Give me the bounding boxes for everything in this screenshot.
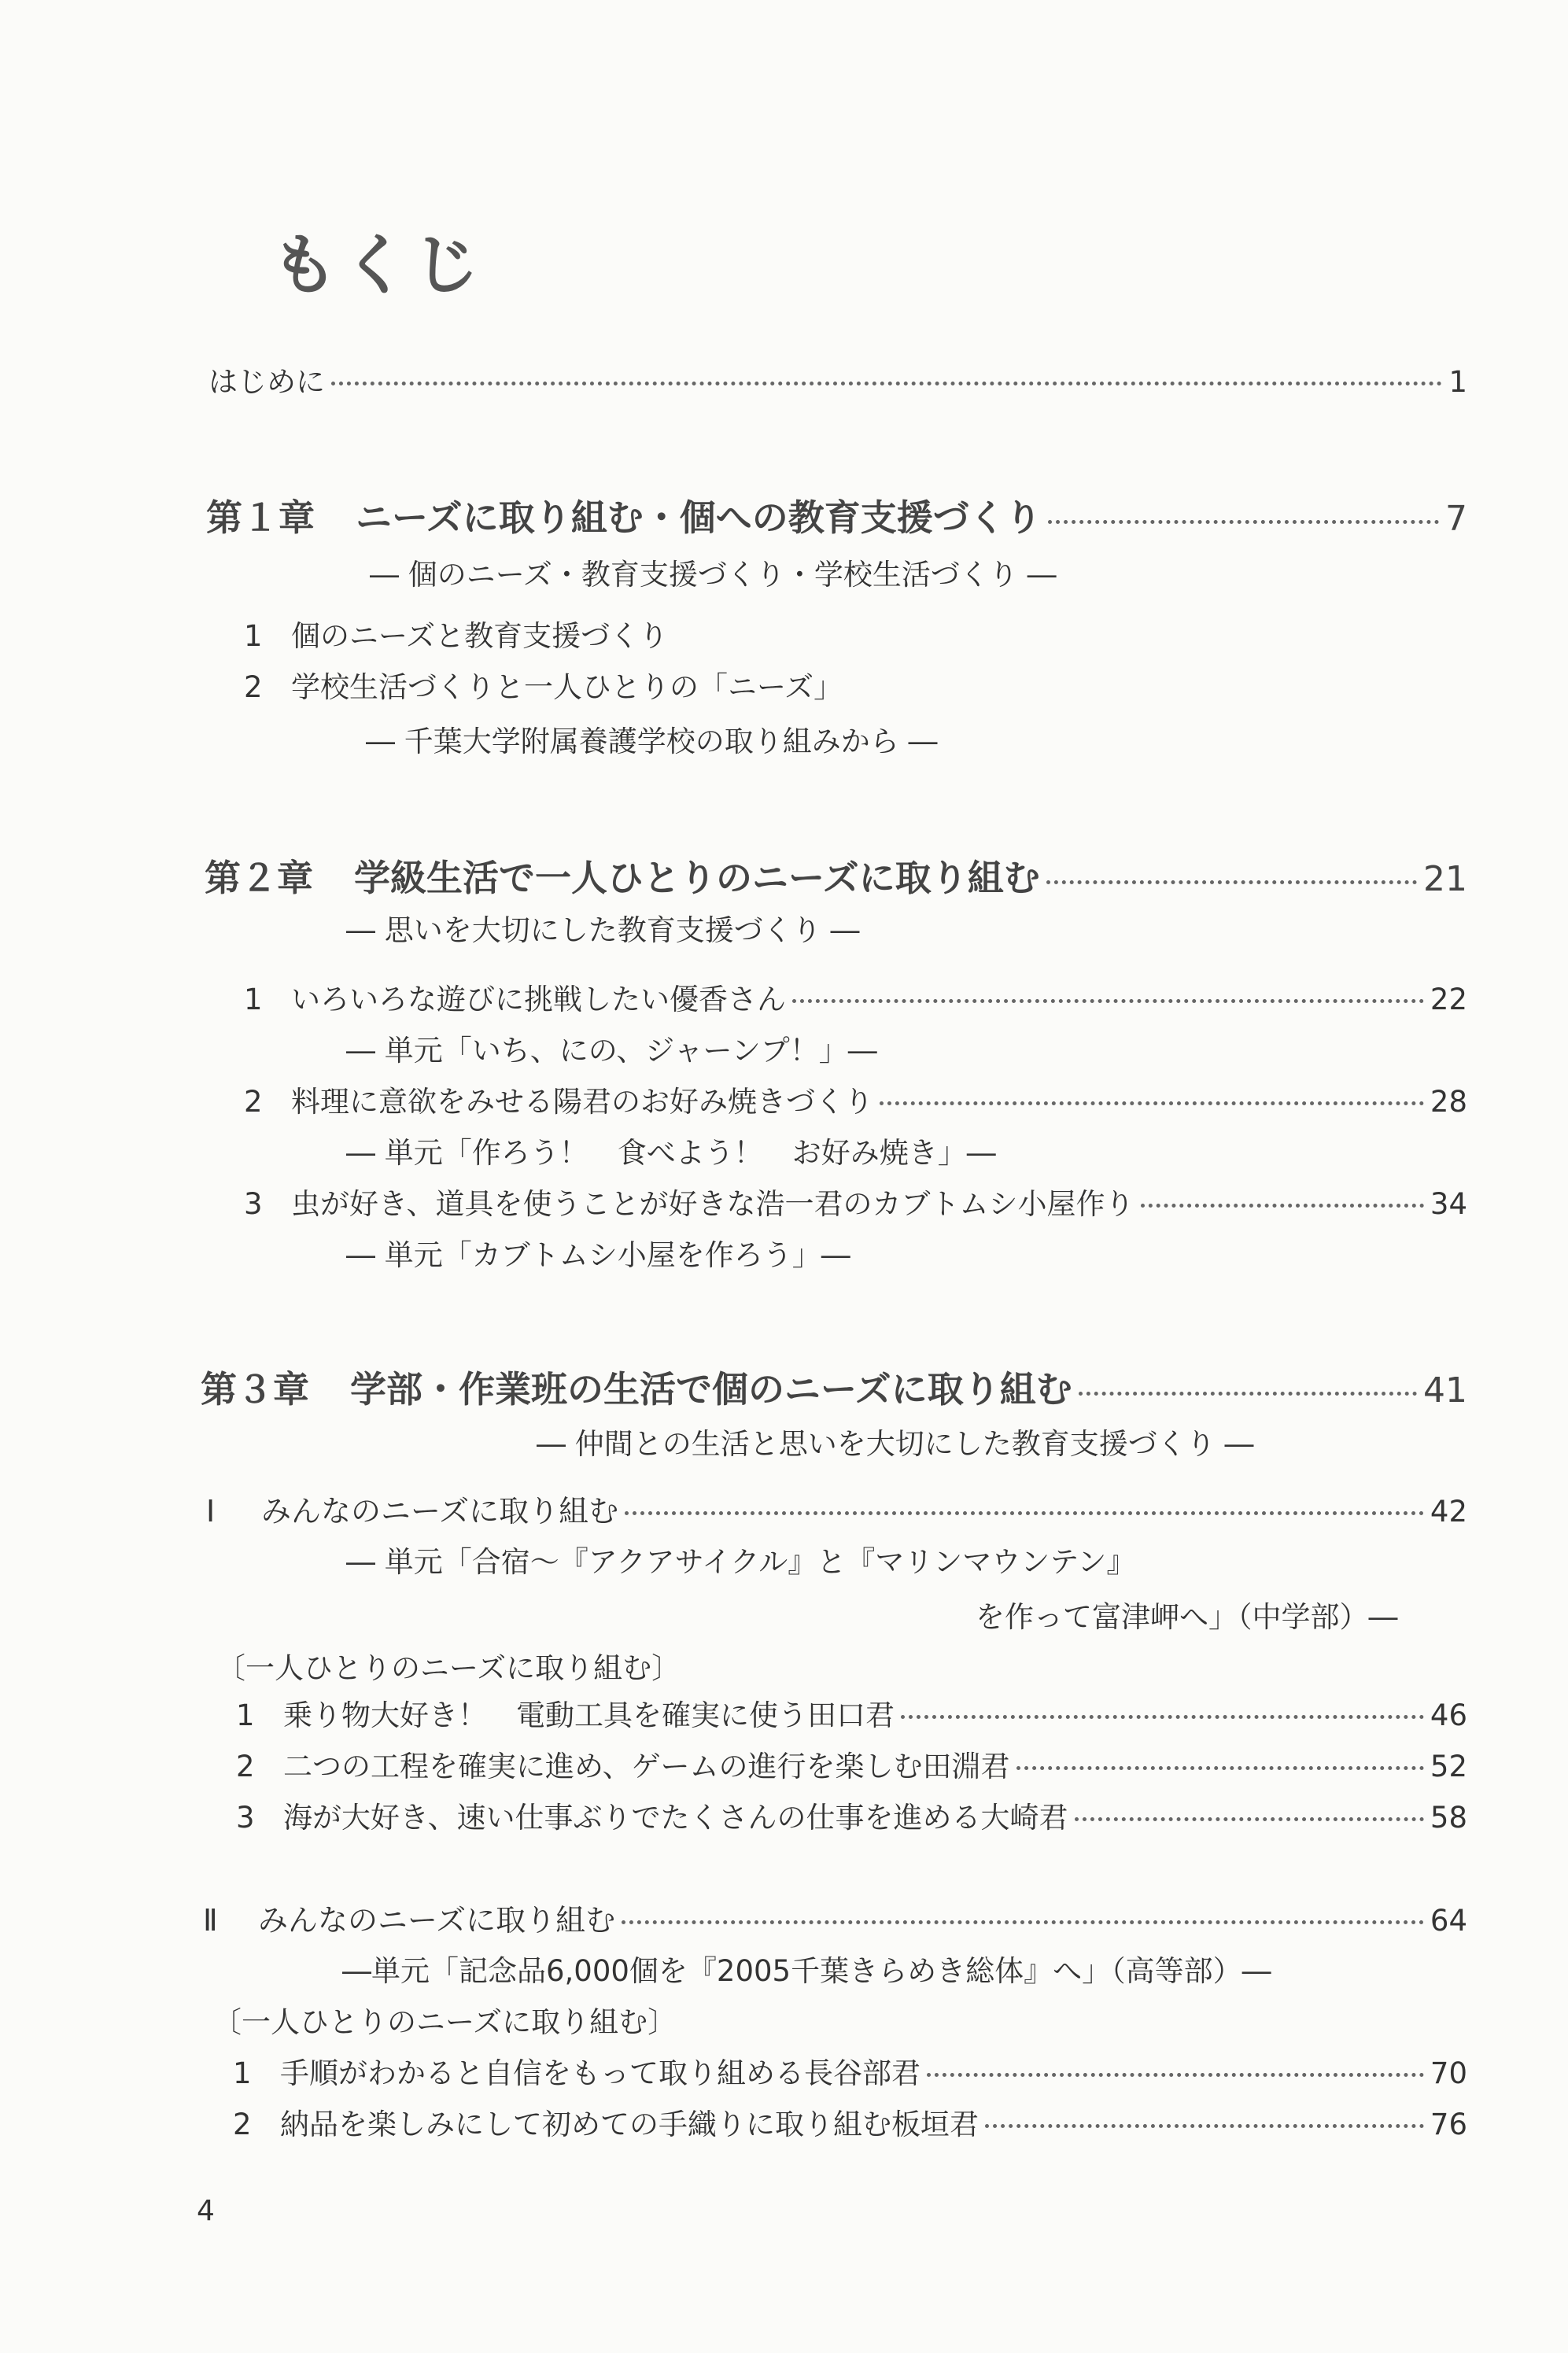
chapter-page: 41 bbox=[1423, 1370, 1467, 1411]
leader-dots bbox=[985, 2124, 1424, 2128]
section-page: 42 bbox=[1430, 1495, 1467, 1529]
chapter-number: 第１章 bbox=[206, 496, 315, 539]
entry-label: 学校生活づくりと一人ひとりの「ニーズ」 bbox=[291, 670, 843, 704]
section-page: 64 bbox=[1430, 1904, 1467, 1938]
toc-entry[interactable] bbox=[236, 1691, 1467, 1734]
section-subtitle: ―単元「記念品6,000個を『2005千葉きらめき総体』へ」（高等部）― bbox=[342, 1954, 1271, 1988]
chapter-number: 第２章 bbox=[205, 857, 313, 899]
section-subtitle: ― 単元「合宿～『アクアサイクル』と『マリンマウンテン』 bbox=[346, 1545, 1136, 1579]
chapter-subtitle: ― 個のニーズ・教育支援づくり・学校生活づくり ― bbox=[370, 558, 1057, 592]
toc-entry[interactable] bbox=[233, 2049, 1467, 2092]
section-2-heading[interactable] bbox=[203, 1896, 1467, 1939]
leader-dots bbox=[622, 1920, 1424, 1924]
toc-entry[interactable] bbox=[244, 975, 1467, 1018]
toc-entry[interactable] bbox=[233, 2100, 1467, 2143]
entry-label: 個のニーズと教育支援づくり bbox=[291, 619, 669, 653]
chapter-title: 学部・作業班の生活で個のニーズに取り組む bbox=[350, 1368, 1072, 1411]
chapter-title: ニーズに取り組む・個への教育支援づくり bbox=[356, 496, 1042, 539]
entry-number: 2 bbox=[233, 2108, 252, 2141]
entry-label: 海が大好き、速い仕事ぶりでたくさんの仕事を進める大崎君 bbox=[283, 1801, 1068, 1835]
leader-dots bbox=[901, 1715, 1424, 1719]
page-number: 4 bbox=[197, 2195, 215, 2227]
leader-dots bbox=[625, 1511, 1424, 1515]
entry-number: 2 bbox=[236, 1750, 255, 1783]
section-number: Ⅱ bbox=[203, 1903, 218, 1938]
entry-page: 46 bbox=[1430, 1698, 1467, 1732]
entry-subtitle: ― 単元「カブトムシ小屋を作ろう」― bbox=[346, 1238, 850, 1272]
entry-number: 1 bbox=[233, 2056, 252, 2090]
leader-dots bbox=[792, 999, 1424, 1003]
chapter-number: 第３章 bbox=[201, 1368, 309, 1411]
leader-dots bbox=[1016, 1766, 1424, 1770]
entry-number: 2 bbox=[244, 670, 263, 704]
chapter-subtitle: ― 仲間との生活と思いを大切にした教育支援づくり ― bbox=[537, 1427, 1254, 1461]
chapter-2-heading[interactable] bbox=[205, 850, 1467, 902]
entry-subtitle: ― 単元「作ろう！ 食べよう！ お好み焼き」― bbox=[346, 1136, 996, 1170]
leader-dots bbox=[1141, 1204, 1424, 1208]
leader-dots bbox=[880, 1101, 1424, 1105]
entry-label: 料理に意欲をみせる陽君のお好み焼きづくり bbox=[291, 1085, 873, 1119]
entry-number: 1 bbox=[244, 983, 263, 1016]
section-subtitle-cont: を作って富津岬へ」（中学部）― bbox=[976, 1600, 1398, 1634]
entry-label: 納品を楽しみにして初めての手織りに取り組む板垣君 bbox=[280, 2108, 979, 2141]
chapter-1-heading[interactable] bbox=[206, 489, 1467, 541]
leader-dots bbox=[1046, 880, 1417, 884]
chapter-page: 7 bbox=[1445, 499, 1467, 539]
entry-page: 22 bbox=[1430, 983, 1467, 1016]
entry-subtitle: ― 千葉大学附属養護学校の取り組みから ― bbox=[366, 725, 938, 758]
leader-dots bbox=[1079, 1392, 1417, 1396]
entry-number: 2 bbox=[244, 1085, 263, 1119]
section-label: みんなのニーズに取り組む bbox=[261, 1494, 619, 1529]
section-1-heading[interactable] bbox=[206, 1487, 1467, 1530]
sub-heading: 〔一人ひとりのニーズに取り組む〕 bbox=[212, 2005, 677, 2039]
entry-number: 1 bbox=[244, 619, 263, 653]
leader-dots bbox=[1048, 520, 1439, 524]
entry-label: 二つの工程を確実に進め、ゲームの進行を楽しむ田淵君 bbox=[283, 1750, 1010, 1783]
entry-page: 70 bbox=[1430, 2056, 1467, 2090]
entry-page: 1 bbox=[1448, 365, 1467, 399]
leader-dots bbox=[331, 382, 1442, 385]
page-title: もくじ bbox=[271, 227, 485, 304]
sub-heading: 〔一人ひとりのニーズに取り組む〕 bbox=[216, 1651, 681, 1685]
entry-page: 76 bbox=[1430, 2108, 1467, 2141]
entry-number: 3 bbox=[244, 1187, 263, 1221]
entry-page: 34 bbox=[1430, 1187, 1467, 1221]
toc-entry-intro[interactable] bbox=[208, 358, 1467, 400]
toc-entry[interactable] bbox=[244, 1078, 1467, 1120]
toc-entry[interactable] bbox=[236, 1794, 1467, 1836]
entry-number: 1 bbox=[236, 1698, 255, 1732]
toc-entry[interactable] bbox=[244, 1180, 1467, 1223]
chapter-page: 21 bbox=[1423, 859, 1467, 899]
section-number: Ⅰ bbox=[206, 1494, 216, 1529]
leader-dots bbox=[1075, 1817, 1424, 1821]
entry-page: 58 bbox=[1430, 1801, 1467, 1835]
entry-page: 28 bbox=[1430, 1085, 1467, 1119]
section-label: みんなのニーズに取り組む bbox=[258, 1903, 616, 1938]
entry-subtitle: ― 単元「いち、にの、ジャーンプ！」― bbox=[346, 1034, 877, 1068]
entry-label: 虫が好き、道具を使うことが好きな浩一君のカブトムシ小屋作り bbox=[291, 1187, 1134, 1221]
entry-page: 52 bbox=[1430, 1750, 1467, 1783]
chapter-title: 学級生活で一人ひとりのニーズに取り組む bbox=[354, 857, 1040, 899]
chapter-3-heading[interactable] bbox=[201, 1361, 1467, 1413]
toc-entry[interactable] bbox=[244, 612, 668, 655]
toc-entry[interactable] bbox=[244, 663, 843, 706]
chapter-subtitle: ― 思いを大切にした教育支援づくり ― bbox=[346, 913, 860, 947]
entry-label: いろいろな遊びに挑戦したい優香さん bbox=[291, 983, 786, 1016]
leader-dots bbox=[927, 2073, 1424, 2077]
entry-label: はじめに bbox=[208, 365, 325, 399]
entry-label: 手順がわかると自信をもって取り組める長谷部君 bbox=[280, 2056, 921, 2090]
entry-number: 3 bbox=[236, 1801, 255, 1835]
toc-entry[interactable] bbox=[236, 1743, 1467, 1785]
entry-label: 乗り物大好き！ 電動工具を確実に使う田口君 bbox=[283, 1698, 895, 1732]
